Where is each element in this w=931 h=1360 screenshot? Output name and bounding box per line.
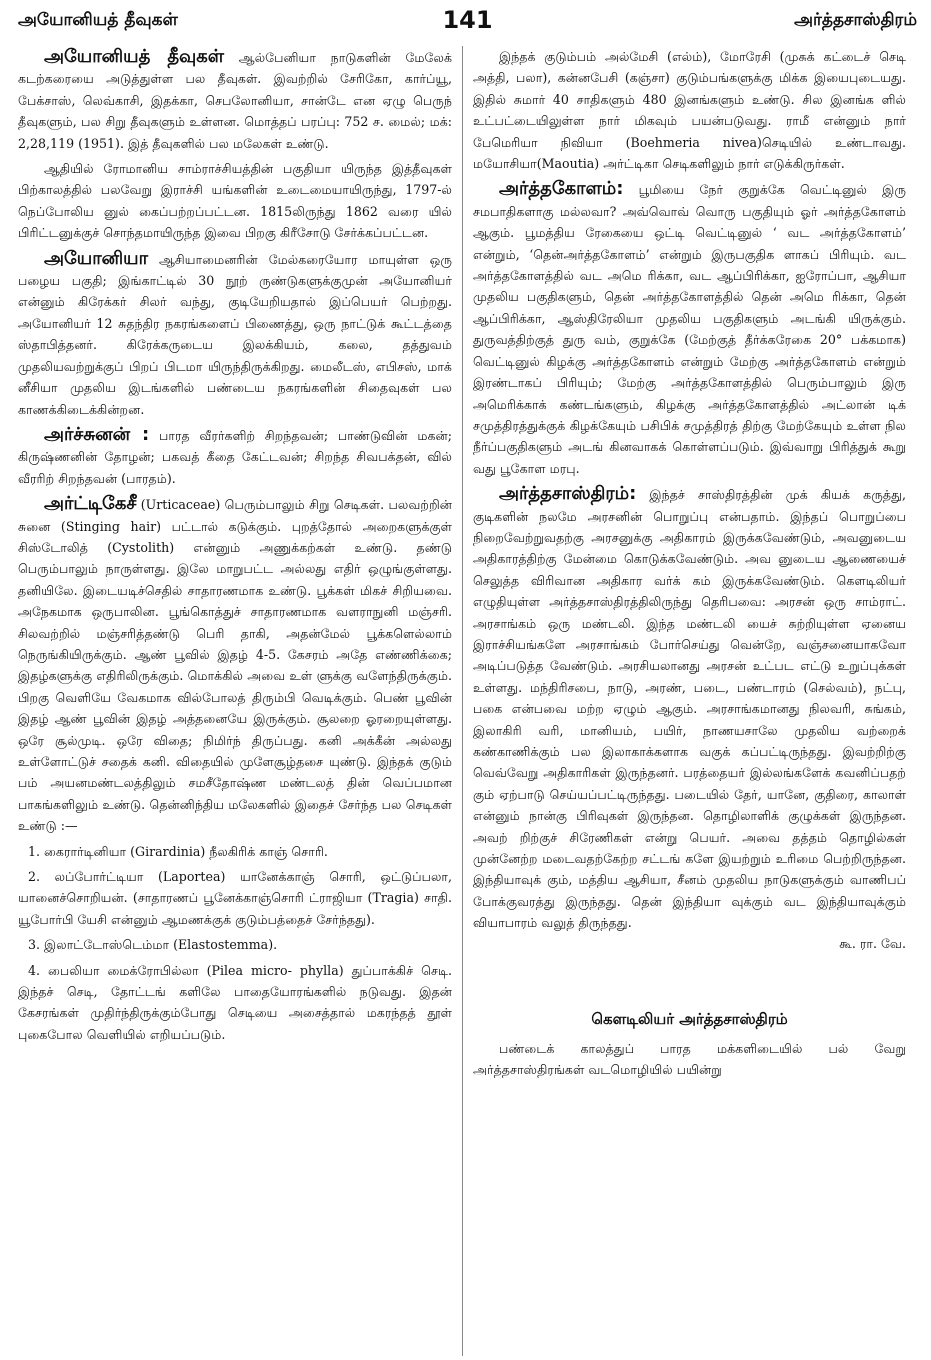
entry-term: அர்ச்சுனன் : [44, 423, 150, 445]
entry-paragraph: பண்டைக் காலத்துப் பாரத மக்களிடையில் பல் வேறு அர்த்தசாஸ்திரங்கள் வடமொழியில் பயின்று [473, 1040, 906, 1078]
columns [18, 46, 917, 1356]
list-item: 3. இலாட்டோஸ்டெம்மா (Elastostemma). [28, 937, 278, 953]
entry-text: ஆசியாமைனரின் மேல்கரையோர மாயுள்ள ஒரு பழைய பகுதி; இங்காட்டில் 30 நூற் ருண்டுகளுக்குமுன் அயோனியர் என்னும் கிரேக்கர் சிலர் வந்து, குடியேறியதால் இப்பெயர் பெற்றது. அயோனியர் 12 சுதந்திர நகரங்களைப் பிணைத்து, ஒரு நாட்டுக் கூட்டத்தை ஸ்தாபித்தனர். கிரேக்கருடைய இலக்கியம், கலை, தத்துவம் முதலியவற்றுக்குப் பிறப் பிடமா யிருந்திருக்கிறது. மைலீடஸ், எபிசஸ், மாக் னீசியா முதலிய இடங்களில் பண்டைய நகரங்களின் சிதைவுகள் பல காணக்கிடைக்கின்றன. [18, 251, 452, 417]
entry-text: (Urticaceae) பெரும்பாலும் சிறு செடிகள். பலவற்றின் சுனை (Stinging hair) பட்டால் கடுக்கும். புறத்தோல் அறைகளுக்குள் சிஸ்டோலித் (Cystolith) என்னும் அணுக்கற்கள் உண்டு. தண்டு பெரும்பாலும் நாருள்ளது. இலே மாறுபட்ட அல்லது எதிர் ஒழுங்குள்ளது. தனியிலே. இடையடிச்செதில் சாதாரணமாக உண்டு. பூக்கள் மிகச் சிறியவை. அநேகமாக ஒருபாலின. பூங்கொத்துச் சாதாரணமாக வளராநுனி மஞ்சரி. சிலவற்றில் மஞ்சரித்தண்டு பெரி தாகி, அதன்மேல் பூக்களெல்லாம் நெருங்கியிருக்கும். ஆண் பூவில் இதழ் 4-5. கேசரம் அதே எண்ணிக்கை; இதழ்களுக்கு எதிரிலிருக்கும். மொக்கில் அவை உள் ளுக்கு வளேந்திருக்கும். பிறகு வெளியே வேகமாக வில்போலத் திரும்பி வெடிக்கும். பெண் பூவின் இதழ் ஆண் பூவின் இதழ் அத்தனையே இருக்கும். சூலறை ஓரறையுள்ளது. ஒரே சூல்முடி. ஒரே விதை; நிமிர்ந் திருப்பது. கனி அக்கீன் அல்லது உள்ளோட்டுச் சதைக் கனி. விதையில் முளேசூழ்தசை யுண்டு. இந்தக் குடும் பம் அயனமண்டலத்திலும் சமசீதோஷ்ண மண்டலத் தின் வெப்பமான பாகங்களிலும் உண்டு. தென்னிந்திய மலேகளில் இதைச் சேர்ந்த பல செடிகள் உண்டு :— [18, 497, 452, 834]
entry-term: அயோனியா [44, 247, 148, 269]
entry-arthashastra [473, 483, 906, 934]
page-header [18, 6, 917, 46]
entry-ionia [18, 248, 452, 420]
entry-paragraph: இந்தக் குடும்பம் அல்மேசி (எல்ம்), மோரேசி (முசுக் கட்டைச் செடி அத்தி, பலா), கன்னபேசி (கஞ்சா) குடும்பங்களுக்கு மிக்க இயைபுடையது. இதில் சுமார் 40 சாதிகளும் 480 இனங்களும் உண்டு. சில இனங்க ளில் உட்பட்டையிலுள்ள நார் மிகவும் பயன்படுவது. ராமீ என்னும் நார் பேமெரியா நிவியா (Boehmeria nivea)செடியில் உண்டாவது. மயோசியா(Maoutia) அர்ட்டிகா செடிகளிலும் நார் எடுக்கிருர்கள். [473, 49, 906, 172]
entry-urticaceae [18, 493, 452, 837]
header-left-title: அயோனியத் தீவுகள் [18, 10, 178, 30]
left-column [18, 46, 462, 1356]
right-column [462, 46, 906, 1356]
entry-term: அர்த்தசாஸ்திரம்: [499, 483, 637, 505]
entry-text: பாரத வீரர்களிற் சிறந்தவன்; பாண்டுவின் மகன்; கிருஷ்ணனின் தோழன்; பகவத் கீதை கேட்டவன்; சிறந்த சிவபக்தன், வில் வீரரிற் சிறந்தவன் (பாரதம்). [18, 427, 452, 486]
list-item: 2. லப்போர்ட்டியா (Laportea) யானேக்காஞ் சொரி, ஒட்டுப்பலா, யானைச்சொறியன். (சாதாரணப் பூனேக்காஞ்சொரி ட்ராஜியா (Tragia) சாதி. யூபோர்பி யேசி என்னும் ஆமணக்குக் குடும்பத்தைச் சேர்ந்தது). [18, 869, 452, 927]
entry-paragraph: ஆதியில் ரோமானிய சாம்ராச்சியத்தின் பகுதியா யிருந்த இத்தீவுகள் பிற்காலத்தில் பலவேறு இராச்சி யங்களின் உடைமையாயிருந்து, 1797-ல் நெப்போலிய னுல் கைப்பற்றப்பட்டன. 1815லிருந்து 1862 வரை யில் பிரிட்டனுக்குச் சொந்தமாயிருந்த இவை பிறகு கிரீசோடு சேர்க்கப்பட்டன. [18, 161, 452, 241]
list-item: 1. கைரார்டினியா (Girardinia) நீலகிரிக் காஞ் சொரி. [28, 843, 328, 859]
entry-text: ஆல்பேனியா நாடுகளின் மேலேக் கடற்கரையை அடுத்துள்ள பல தீவுகள். இவற்றில் சேரிகோ, கார்ப்யூ, பேக்சாஸ், லெவ்காசி, இதக்கா, செபலோனியா, சான்டே என ஏழு பெருந் தீவுகளும், பல சிறு தீவுகளும் உள்ளன. மொத்தப் பரப்பு: 752 ச. மைல்; மக்: 2,28,119 (1951). இத் தீவுகளில் பல மலேகள் உண்டு. [18, 50, 452, 151]
author-signature: கூ. ரா. வே. [839, 935, 906, 951]
section-title: கௌடிலியர் அர்த்தசாஸ்திரம் [591, 1009, 788, 1028]
header-right-title: அர்த்தசாஸ்திரம் [794, 10, 917, 30]
entry-ionian-islands [18, 46, 452, 154]
entry-term: அயோனியத் தீவுகள் [44, 46, 225, 67]
entry-text: இந்தச் சாஸ்திரத்தின் முக் கியக் கருத்து, குடிகளின் நலமே அரசனின் பொறுப்பு என்பதாம். இந்தப் பொறுப்பை நிறைவேற்றுவதற்கு அரசனுக்கு அதிகாரம் இருக்கவேண்டும், அவனுடைய அதிகாரத்திற்கு மேன்மை கொடுக்கவேண்டும். அவ னுடைய ஆணையைச் செலுத்த விரிவான அதிகார வர்க் கம் இருக்கவேண்டும். கௌடிலியர் எழுதியுள்ள அர்த்தசாஸ்திரத்திலிருந்து தெரிபவை: அரசன் ஒரு சாம்ராட். அரசாங்கம் ஒரு மண்டலி. இந்த மண்டலி யைச் சுற்றியுள்ள ஏனைய இராச்சியங்களே அரசாங்கம் போர்செய்து வென்றே, வஞ்சனையாகவோ அடிப்படுத்த வேண்டும். அரசியலானது அரசன் உட்பட எட்டு உறுப்புக்கள் உள்ளது. மந்திரிசபை, நாடு, அரண், படை, பண்டாரம் (செல்வம்), நட்பு, பகை என்பவை மற்ற ஏழும் ஆகும். அரசாங்கமானது நிலவரி, சுங்கம், இலாகிரி வரி, மானியம், பயிர், நாணயசாலே முதலிய வற்றைக் கண்காணிக்கும் பல இலாகாக்களாக வகுக் கப்பட்டிருந்தது. இவற்றிற்கு வெவ்வேறு அதிகாரிகள் இருந்தனர். பரத்தையர் இல்லங்களேக் கவனிப்பதற் கும் ஏற்பாடு செய்யப்பட்டிருந்தது. படையில் தேர், யானே, குதிரை, காலாள் என்னும் நான்கு பிரிவுகள் இருந்தன. தொழிலாளிக் குழுக்கள் இருந்தன. அவற் றிற்குச் சிரேணிகள் என்று பெயர். அவை தத்தம் தொழில்கள் முன்னேற்ற மடைவதற்கேற்ற சட்டங் களே இயற்றும் உரிமை பெற்றிருந்தன. இந்தியாவுக் கும், மத்திய ஆசியா, சீனம் முதலிய நாடுகளுக்கும் வாணிபப் போக்குவரத்து இருந்தது. தென் இந்தியா வுக்கும் வட இந்தியாவுக்கும் வியாபாரம் வலுத் திருந்தது. [473, 487, 906, 931]
page-number: 141 [442, 6, 493, 34]
list-item: 4. பைலியா மைக்ரோபில்லா (Pilea micro- phylla) துப்பாக்கிச் செடி. இந்தச் செடி, தோட்டங் களிலே பாதையோரங்களில் நடுவது. இதன் கேசரங்கள் முதிர்ந்திருக்கும்போது செடியை அசைத்தால் மகரந்தத் தூள் புகைபோல வெளியில் எறியப்படும். [18, 962, 452, 1042]
entry-arjuna [18, 424, 452, 489]
entry-text: பூமியை நேர் குறுக்கே வெட்டினுல் இரு சமபாதிகளாகு மல்லவா? அவ்வொவ் வொரு பகுதியும் ஓர் அர்த்தகோளம் ஆகும். பூமத்திய ரேகையை ஒட்டி வெட்டினுல் ‘ வட அர்த்தகோளம்’ என்றும், ‘தென்அர்த்தகோளம்’ என்றும் இருபகுதிக ளாகப் பிரியும். வட அர்த்தகோளத்தில் வட அமெ ரிக்கா, வட ஆப்பிரிக்கா, ஐரோப்பா, ஆசியா முதலிய பகுதிகளும், தென் அர்த்தகோளத்தில் தென் அமெ ரிக்கா, தென் ஆப்பிரிக்கா, ஆஸ்திரேலியா முதலிய பகுதிகளும் அடங்கி யிருக்கும். துருவத்திற்குத் துரு வம், குறுக்கே (மேற்குத் தீர்க்கரேகை 20° பக்கமாக) வெட்டினுல் கிழக்கு அர்த்தகோளம் என்றும் மேற்கு அர்த்தகோளம் என்றும் இரண்டாகப் பிரியும்; மேற்கு அர்த்தகோளத்தில் பெரும்பாலும் இரு அமெரிக்காக் கண்டங்களும், கிழக்கு அர்த்தகோளத்தில் அட்லான் டிக் சமுத்திரத்துக்குக் கிழக்கேயும் பசிபிக் சமுத்திரத் திற்கு மேற்கேயும் உள்ள நில நீர்ப்பகுதிகளும் அடங் கினவாகக் கொள்ளப்படும். இவ்வாறு பிரித்துக் கூறு வது பூகோள மரபு. [473, 182, 906, 476]
entry-term: அர்த்தகோளம்: [499, 178, 624, 200]
entry-term: அர்ட்டிகேசீ [44, 493, 137, 515]
entry-hemispheres [473, 178, 906, 479]
